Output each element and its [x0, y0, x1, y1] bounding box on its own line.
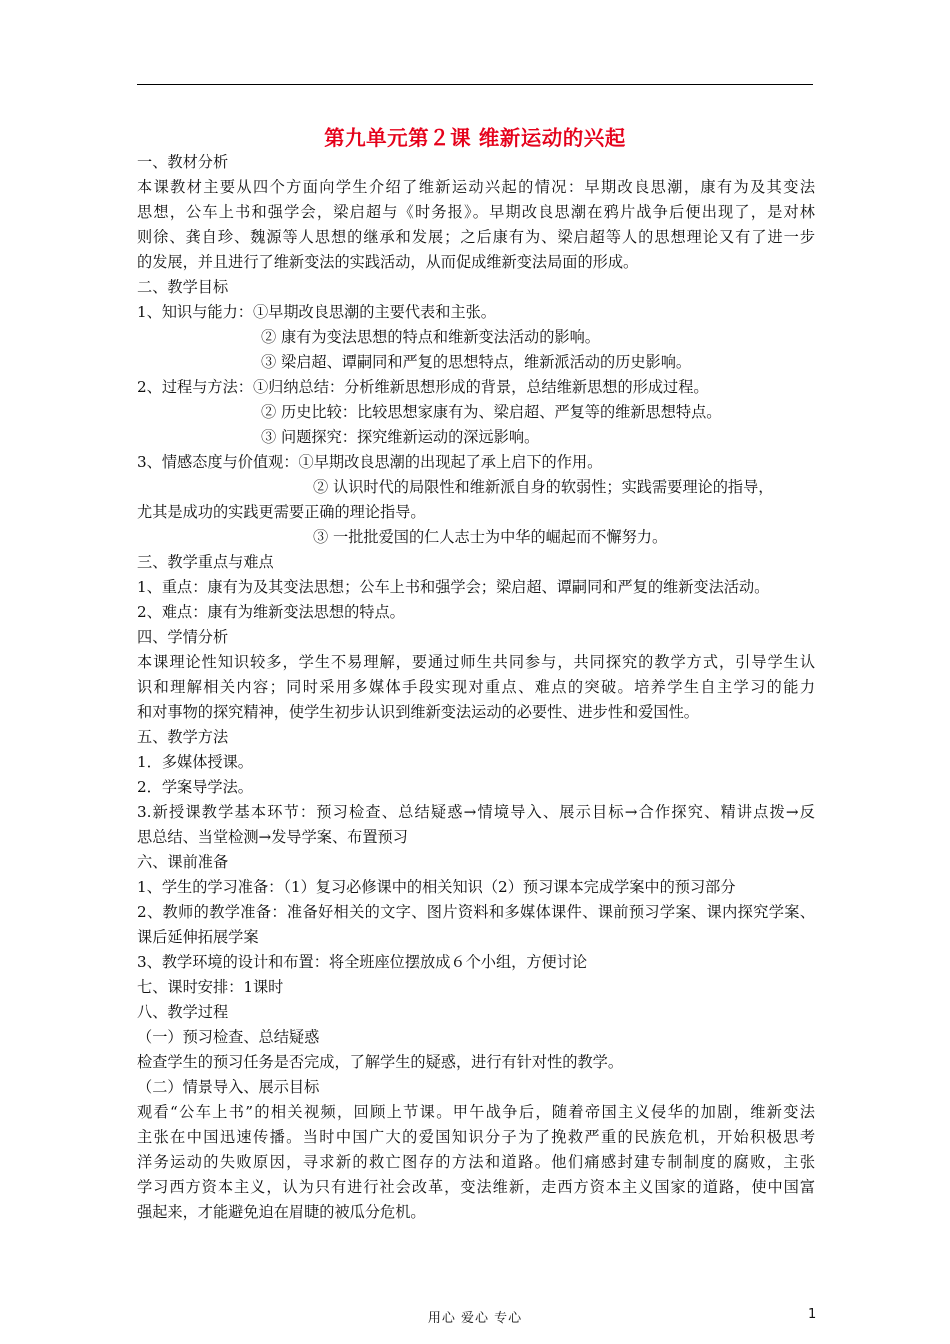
text-line: ② 康有为变法思想的特点和维新变法活动的影响。 — [261, 328, 600, 346]
text-line: 2．学案导学法。 — [137, 778, 253, 796]
text-line: 2、教师的教学准备：准备好相关的文字、图片资料和多媒体课件、课前预习学案、课内探究学案、 — [137, 903, 815, 921]
text-line: 课后延伸拓展学案 — [137, 928, 259, 946]
text-line: 四、学情分析 — [137, 628, 229, 646]
text-line: 五、教学方法 — [137, 728, 229, 746]
text-line: 识和理解相关内容；同时采用多媒体手段实现对重点、难点的突破。培养学生自主学习的能力 — [137, 678, 815, 696]
text-line: 八、教学过程 — [137, 1003, 229, 1021]
text-line: 1、学生的学习准备：（1）复习必修课中的相关知识（2）预习课本完成学案中的预习部分 — [137, 878, 736, 896]
text-line: （二）情景导入、展示目标 — [137, 1078, 320, 1096]
text-line: ② 历史比较：比较思想家康有为、梁启超、严复等的维新思想特点。 — [261, 403, 722, 421]
text-line: 则徐、龚自珍、魏源等人思想的继承和发展；之后康有为、梁启超等人的思想理论又有了进一步 — [137, 228, 815, 246]
text-line: 本课理论性知识较多，学生不易理解，要通过师生共同参与，共同探究的教学方式，引导学生认 — [137, 653, 815, 671]
text-line: 二、教学目标 — [137, 278, 229, 296]
text-line: 强起来，才能避免迫在眉睫的被瓜分危机。 — [137, 1203, 426, 1221]
page-number: 1 — [808, 1307, 817, 1322]
text-line: 观看“公车上书”的相关视频，回顾上节课。甲午战争后，随着帝国主义侵华的加剧，维新变法 — [137, 1103, 815, 1121]
text-line: 和对事物的探究精神，使学生初步认识到维新变法运动的必要性、进步性和爱国性。 — [137, 703, 699, 721]
text-line: 学习西方资本主义，认为只有进行社会改革，变法维新，走西方资本主义国家的道路，使中国富 — [137, 1178, 815, 1196]
text-line: 六、课前准备 — [137, 853, 229, 871]
text-line: 2、难点：康有为维新变法思想的特点。 — [137, 603, 405, 621]
text-line: 三、教学重点与难点 — [137, 553, 274, 571]
text-line: 3、情感态度与价值观：①早期改良思潮的出现起了承上启下的作用。 — [137, 453, 603, 471]
text-line: 3.新授课教学基本环节：预习检查、总结疑惑→情境导入、展示目标→合作探究、精讲点拨→反 — [137, 803, 815, 821]
text-line: 的发展，并且进行了维新变法的实践活动，从而促成维新变法局面的形成。 — [137, 253, 639, 271]
text-line: 3、教学环境的设计和布置：将全班座位摆放成６个小组，方便讨论 — [137, 953, 588, 971]
text-line: 本课教材主要从四个方面向学生介绍了维新运动兴起的情况：早期改良思潮，康有为及其变法 — [137, 178, 815, 196]
text-line: ② 认识时代的局限性和维新派自身的软弱性；实践需要理论的指导， — [313, 478, 774, 496]
text-line: 一、教材分析 — [137, 153, 229, 171]
text-line: 2、过程与方法：①归纳总结：分析维新思想形成的背景，总结维新思想的形成过程。 — [137, 378, 709, 396]
text-line: 检查学生的预习任务是否完成，了解学生的疑惑，进行有针对性的教学。 — [137, 1053, 623, 1071]
page-title: 第九单元第２课 维新运动的兴起 — [324, 126, 626, 150]
text-line: 1、重点：康有为及其变法思想；公车上书和强学会；梁启超、谭嗣同和严复的维新变法活动。 — [137, 578, 770, 596]
text-line: （一）预习检查、总结疑惑 — [137, 1028, 320, 1046]
text-line: 主张在中国迅速传播。当时中国广大的爱国知识分子为了挽救严重的民族危机，开始积极思考 — [137, 1128, 815, 1146]
text-line: 1、知识与能力：①早期改良思潮的主要代表和主张。 — [137, 303, 496, 321]
text-line: ③ 问题探究：探究维新运动的深远影响。 — [261, 428, 540, 446]
text-line: 尤其是成功的实践更需要正确的理论指导。 — [137, 503, 426, 521]
text-line: 1．多媒体授课。 — [137, 753, 253, 771]
text-line: 思总结、当堂检测→发导学案、布置预习 — [137, 828, 408, 846]
text-line: 七、课时安排：1课时 — [137, 978, 284, 996]
text-line: 思想，公车上书和强学会，梁启超与《时务报》。早期改良思潮在鸦片战争后便出现了，是对林 — [137, 203, 815, 221]
text-line: 洋务运动的失败原因，寻求新的救亡图存的方法和道路。他们痛感封建专制制度的腐败，主张 — [137, 1153, 815, 1171]
footer-text: 用心 爱心 专心 — [427, 1311, 523, 1326]
text-line: ③ 梁启超、谭嗣同和严复的思想特点，维新派活动的历史影响。 — [261, 353, 692, 371]
header-rule — [137, 84, 813, 85]
body-text — [137, 150, 815, 1225]
text-line: ③ 一批批爱国的仁人志士为中华的崛起而不懈努力。 — [313, 528, 668, 546]
